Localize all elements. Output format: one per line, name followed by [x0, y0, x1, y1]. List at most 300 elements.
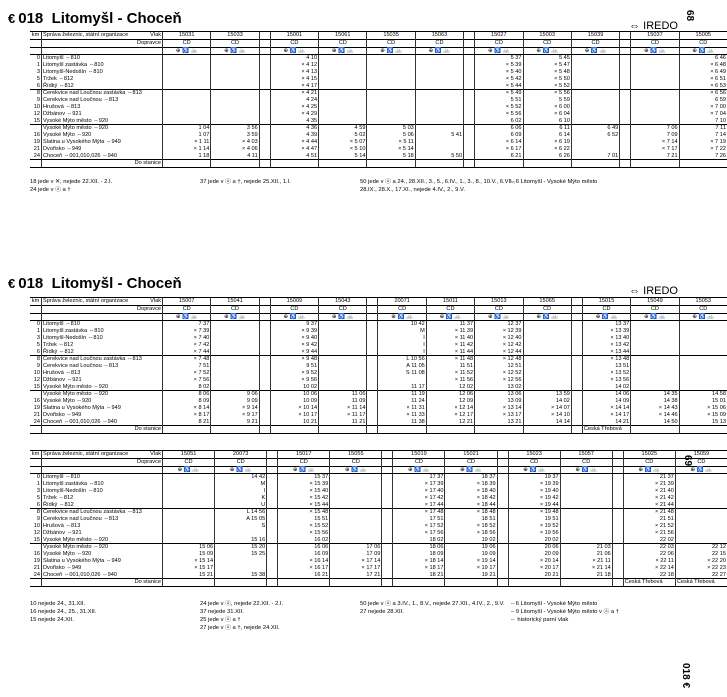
- time-cell: [560, 537, 612, 544]
- time-cell: × 5 56: [475, 111, 523, 118]
- time-cell: [259, 363, 270, 370]
- time-cell: I: [378, 349, 426, 356]
- time-cell: [612, 474, 623, 481]
- time-cell: [211, 97, 259, 104]
- time-cell: [464, 83, 475, 90]
- carrier: [464, 39, 475, 47]
- station-name: Vysoké Mýto město ⇔920: [42, 384, 163, 391]
- time-cell: [267, 481, 278, 488]
- time-cell: 15 16: [215, 537, 267, 544]
- carrier: ČD: [523, 39, 571, 47]
- time-cell: × 13 48: [582, 356, 630, 363]
- time-cell: 18 06: [393, 544, 445, 551]
- station-km: 19: [33, 557, 40, 564]
- service-icons: ⊕ ♿ 🚲: [330, 466, 382, 474]
- time-cell: 7 26: [679, 153, 727, 160]
- time-cell: [464, 132, 475, 139]
- dopravce-label: Dopravce: [42, 305, 163, 313]
- time-cell: [612, 558, 623, 565]
- time-cell: [631, 363, 679, 370]
- destination: [267, 579, 278, 587]
- carrier: ČD: [571, 39, 619, 47]
- time-cell: 5 37: [475, 55, 523, 62]
- time-cell: [560, 488, 612, 495]
- time-cell: [267, 488, 278, 495]
- time-cell: [211, 118, 259, 125]
- footnote: 27 nejede 28.XII.: [360, 609, 404, 615]
- footnote: 37 nejede 31.XII.: [200, 609, 244, 615]
- time-cell: S 11 08: [378, 370, 426, 377]
- time-cell: [367, 391, 378, 398]
- station-km: 6: [36, 348, 40, 355]
- time-cell: [560, 502, 612, 509]
- time-cell: 14 35: [631, 391, 679, 398]
- station-name: Vysoké Mýto město ⇔920: [42, 125, 163, 132]
- footnote: 18 jede v ✕, nejede 22.XII. - 2.I.: [30, 179, 113, 185]
- time-cell: × 6 49: [679, 69, 727, 76]
- carrier: ČD: [367, 39, 415, 47]
- time-cell: [367, 328, 378, 335]
- time-cell: × 14 43: [631, 405, 679, 412]
- time-cell: × 9 17: [211, 412, 259, 419]
- admin-label: Správa železnic, státní organizace: [43, 32, 129, 38]
- time-cell: 6 26: [523, 153, 571, 160]
- vlak-label: Vlak: [150, 32, 161, 38]
- time-cell: [382, 530, 393, 537]
- time-cell: M: [215, 481, 267, 488]
- service-icons: ⊕ ♿ 🚲: [631, 47, 679, 55]
- time-cell: [571, 412, 582, 419]
- destination: [445, 579, 497, 587]
- time-cell: × 17 42: [393, 495, 445, 502]
- time-cell: 6 10: [523, 118, 571, 125]
- time-cell: × 6 48: [679, 62, 727, 69]
- table-row: [30, 153, 727, 160]
- time-cell: [259, 412, 270, 419]
- train-number: 15061: [319, 32, 367, 40]
- time-cell: 12 51: [475, 363, 523, 370]
- time-cell: [330, 502, 382, 509]
- carrier: ČD: [378, 305, 426, 313]
- table-row: [30, 474, 727, 481]
- time-cell: 6 21: [475, 153, 523, 160]
- time-cell: × 9 14: [211, 405, 259, 412]
- time-cell: [319, 62, 367, 69]
- destination: [612, 579, 623, 587]
- time-cell: 12 09: [426, 398, 474, 405]
- time-cell: [367, 412, 378, 419]
- time-cell: × 17 17: [330, 565, 382, 572]
- table-row: [30, 516, 727, 523]
- route-mark-icon: €: [8, 11, 16, 26]
- time-cell: × 19 17: [445, 565, 497, 572]
- notes-column: [200, 178, 355, 186]
- station-km: 24: [33, 418, 40, 425]
- station-km: 0: [36, 55, 40, 62]
- time-cell: 11 17: [378, 384, 426, 391]
- time-cell: [523, 356, 571, 363]
- carrier: [382, 458, 393, 466]
- time-cell: × 18 42: [445, 495, 497, 502]
- table-row: [30, 363, 727, 370]
- time-cell: 7 01: [571, 153, 619, 160]
- time-cell: × 7 42: [163, 342, 211, 349]
- time-cell: [415, 62, 463, 69]
- service-icons: [464, 47, 475, 55]
- time-cell: [367, 370, 378, 377]
- time-cell: [211, 363, 259, 370]
- footnote: ⇔9 Litomyšl - Vysoké Mýto město v ⓐ a †: [510, 609, 619, 615]
- carrier: ČD: [426, 305, 474, 313]
- time-cell: [382, 558, 393, 565]
- train-number: 15065: [523, 298, 571, 306]
- time-cell: [464, 125, 475, 132]
- station-name: Řídký ⇔812: [42, 83, 163, 90]
- time-cell: 9 21: [211, 419, 259, 426]
- carrier: ČD: [270, 39, 318, 47]
- time-cell: [497, 572, 508, 579]
- time-cell: 16 02: [278, 537, 330, 544]
- carrier: [267, 458, 278, 466]
- time-cell: 9 06: [211, 391, 259, 398]
- carrier: [497, 458, 508, 466]
- time-cell: A 11 05: [378, 363, 426, 370]
- time-cell: [631, 384, 679, 391]
- destination: [426, 426, 474, 434]
- time-cell: [415, 55, 463, 62]
- time-cell: [319, 55, 367, 62]
- time-cell: × 16 14: [278, 558, 330, 565]
- time-cell: × 17 56: [393, 530, 445, 537]
- train-number: [382, 451, 393, 459]
- time-cell: [523, 328, 571, 335]
- time-cell: [163, 83, 211, 90]
- time-cell: [259, 153, 270, 160]
- carrier: ČD: [319, 39, 367, 47]
- blank-cell: [42, 466, 163, 474]
- time-cell: × 4 44: [270, 139, 318, 146]
- station-name: Džbánov ⇔921: [42, 530, 163, 537]
- time-cell: [415, 139, 463, 146]
- time-cell: [267, 572, 278, 579]
- time-cell: 5 14: [319, 153, 367, 160]
- time-cell: I: [378, 335, 426, 342]
- time-cell: [679, 363, 727, 370]
- time-cell: 20 06: [508, 544, 560, 551]
- train-number: [259, 298, 270, 306]
- station-km: 15: [33, 383, 40, 390]
- time-cell: [259, 419, 270, 426]
- time-cell: × 12 39: [475, 328, 523, 335]
- time-cell: × 18 39: [445, 481, 497, 488]
- time-cell: [560, 509, 612, 516]
- time-cell: 11 37: [426, 321, 474, 328]
- station-name: Vysoké Mýto město ⇔920: [42, 391, 163, 398]
- time-cell: × 7 22: [679, 146, 727, 153]
- carrier: ČD: [163, 39, 211, 47]
- time-cell: [497, 488, 508, 495]
- notes-column: [200, 600, 355, 632]
- time-cell: [267, 558, 278, 565]
- time-cell: [679, 328, 727, 335]
- time-cell: × 13 17: [475, 412, 523, 419]
- time-cell: [211, 111, 259, 118]
- time-cell: [163, 495, 215, 502]
- time-cell: [382, 474, 393, 481]
- time-cell: 5 41: [415, 132, 463, 139]
- station-name: Choceň ⇔001,010,026 ⇔940: [42, 419, 163, 426]
- station-km: 6: [36, 82, 40, 89]
- service-icons: [267, 466, 278, 474]
- time-cell: × 6 19: [523, 139, 571, 146]
- carrier: ČD: [278, 458, 330, 466]
- time-cell: × 11 40: [426, 335, 474, 342]
- time-cell: 10 02: [270, 384, 318, 391]
- time-cell: × 19 44: [508, 502, 560, 509]
- route-title: Litomyšl - Choceň: [51, 275, 182, 292]
- destination: [215, 579, 267, 587]
- time-cell: × 8 14: [163, 405, 211, 412]
- station-km: 15: [33, 536, 40, 543]
- time-cell: [259, 356, 270, 363]
- time-cell: [367, 76, 415, 83]
- time-cell: × 14 46: [631, 412, 679, 419]
- service-icons: ⊕ ♿ 🚲: [571, 47, 619, 55]
- time-cell: × 21 42: [623, 495, 675, 502]
- time-cell: 6 59: [679, 97, 727, 104]
- destination: [367, 160, 415, 168]
- time-cell: [415, 90, 463, 97]
- service-icons: ⊕ ♿ 🚲: [378, 313, 426, 321]
- time-cell: [571, 146, 619, 153]
- station-name: Litomyšl ⇔810: [42, 55, 163, 62]
- time-cell: [571, 391, 582, 398]
- time-cell: [631, 62, 679, 69]
- time-cell: × 15 48: [278, 509, 330, 516]
- time-cell: [211, 342, 259, 349]
- time-cell: [620, 146, 631, 153]
- carrier: [612, 458, 623, 466]
- time-cell: [415, 125, 463, 132]
- time-cell: × 4 06: [211, 146, 259, 153]
- train-number: 15005: [679, 32, 727, 40]
- station-km: 1: [36, 62, 40, 69]
- notes-1: [30, 178, 680, 218]
- time-cell: × 11 44: [426, 349, 474, 356]
- footnote: 24 jede v ⓐ, nejede 22.XII. - 2.I.: [200, 601, 284, 607]
- table-row: [30, 370, 727, 377]
- time-cell: [497, 502, 508, 509]
- station-name: Vysoké Mýto město ⇔920: [42, 544, 163, 551]
- time-cell: [497, 565, 508, 572]
- table-row: [30, 530, 727, 537]
- time-cell: × 20 17: [508, 565, 560, 572]
- time-cell: 17 09: [330, 551, 382, 558]
- train-number: 20073: [215, 451, 267, 459]
- station-km: 16: [33, 551, 40, 558]
- table-row: [30, 55, 727, 62]
- train-number: 15043: [319, 298, 367, 306]
- time-cell: × 9 56: [270, 377, 318, 384]
- time-cell: 14 02: [582, 384, 630, 391]
- time-cell: 5 59: [523, 97, 571, 104]
- time-cell: 6 02: [475, 118, 523, 125]
- station-name: Vysoké Mýto ⇔920: [42, 398, 163, 405]
- service-icons: [367, 313, 378, 321]
- carrier: ČD: [330, 458, 382, 466]
- train-number: 15021: [445, 451, 497, 459]
- destination: Česká Třebová: [675, 579, 727, 587]
- time-cell: [163, 481, 215, 488]
- time-cell: 13 02: [475, 384, 523, 391]
- blank-cell: [30, 313, 42, 321]
- time-cell: 4 39: [270, 132, 318, 139]
- destination: [270, 160, 318, 168]
- time-cell: [631, 328, 679, 335]
- time-cell: × 18 44: [445, 502, 497, 509]
- station-name: Hrušová ⇔813: [42, 370, 163, 377]
- time-cell: [259, 90, 270, 97]
- time-cell: [675, 516, 727, 523]
- destination: [163, 426, 211, 434]
- time-cell: × 5 48: [523, 69, 571, 76]
- carrier: ČD: [215, 458, 267, 466]
- time-cell: [267, 551, 278, 558]
- page-number-top: 68: [684, 9, 696, 22]
- time-cell: [259, 349, 270, 356]
- time-cell: × 9 44: [270, 349, 318, 356]
- blank-cell: [30, 305, 42, 313]
- station-km: 15: [33, 117, 40, 124]
- carrier: ČD: [445, 458, 497, 466]
- time-cell: 1 04: [163, 125, 211, 132]
- time-cell: × 4 12: [270, 62, 318, 69]
- time-cell: [571, 335, 582, 342]
- time-cell: 4 35: [270, 118, 318, 125]
- time-cell: 15 01: [679, 398, 727, 405]
- time-cell: 21 06: [560, 551, 612, 558]
- station-km: 3: [36, 68, 40, 75]
- time-cell: [679, 349, 727, 356]
- time-cell: [211, 335, 259, 342]
- time-cell: 7 51: [163, 363, 211, 370]
- time-cell: [211, 321, 259, 328]
- time-cell: 9 51: [270, 363, 318, 370]
- time-cell: [267, 565, 278, 572]
- time-cell: [675, 523, 727, 530]
- time-cell: 17 21: [330, 572, 382, 579]
- train-number: 15049: [631, 298, 679, 306]
- time-cell: 18 09: [393, 551, 445, 558]
- time-cell: 19 51: [508, 516, 560, 523]
- time-cell: [267, 530, 278, 537]
- time-cell: [497, 544, 508, 551]
- service-icons: ⊕ ♿ 🚲: [215, 466, 267, 474]
- time-cell: [464, 90, 475, 97]
- time-cell: [464, 97, 475, 104]
- destination: [270, 426, 318, 434]
- time-cell: [571, 76, 619, 83]
- service-icons: ⊕ ♿ 🚲: [679, 47, 727, 55]
- time-cell: × 15 17: [163, 565, 215, 572]
- time-cell: 13 21: [475, 419, 523, 426]
- time-cell: [571, 69, 619, 76]
- do-stanice-label: Do stanice: [42, 579, 163, 587]
- time-cell: [679, 342, 727, 349]
- time-cell: [163, 62, 211, 69]
- time-cell: [259, 146, 270, 153]
- train-number: 15027: [475, 32, 523, 40]
- time-cell: [675, 488, 727, 495]
- time-cell: [319, 118, 367, 125]
- station-km: 16: [33, 398, 40, 405]
- service-icons: [612, 466, 623, 474]
- time-cell: [620, 55, 631, 62]
- table-row: [30, 377, 727, 384]
- time-cell: [367, 118, 415, 125]
- time-cell: [211, 104, 259, 111]
- time-cell: 13 37: [582, 321, 630, 328]
- station-name: Cerekvice nad Loučnou zastávka ⇔813: [42, 509, 163, 516]
- time-cell: [330, 509, 382, 516]
- time-cell: × 13 56: [582, 377, 630, 384]
- train-number: 15009: [270, 298, 318, 306]
- time-cell: × 15 44: [278, 502, 330, 509]
- time-cell: [497, 495, 508, 502]
- time-cell: × 4 25: [270, 104, 318, 111]
- time-cell: [571, 419, 582, 426]
- train-number: 15031: [163, 32, 211, 40]
- carrier: ČD: [393, 458, 445, 466]
- time-cell: 22 12: [675, 544, 727, 551]
- time-cell: 10 06: [270, 391, 318, 398]
- blank-cell: [42, 47, 163, 55]
- station-km: 1: [36, 328, 40, 335]
- time-cell: 22 15: [675, 551, 727, 558]
- time-cell: × 12 40: [475, 335, 523, 342]
- time-cell: I: [215, 488, 267, 495]
- time-cell: 22 03: [623, 544, 675, 551]
- admin-label: Správa železnic, státní organizace: [43, 298, 129, 304]
- time-cell: 16 06: [278, 544, 330, 551]
- time-cell: [319, 104, 367, 111]
- time-cell: [367, 377, 378, 384]
- time-cell: [211, 90, 259, 97]
- time-cell: [620, 83, 631, 90]
- time-cell: [267, 474, 278, 481]
- time-cell: 7 10: [679, 118, 727, 125]
- time-cell: [631, 377, 679, 384]
- route-mark-icon: €: [8, 276, 16, 291]
- destination: [330, 579, 382, 587]
- station-km: [30, 125, 42, 132]
- time-cell: × 15 39: [278, 481, 330, 488]
- destination: [497, 579, 508, 587]
- time-cell: × 5 14: [367, 146, 415, 153]
- time-cell: [612, 509, 623, 516]
- time-cell: × 7 39: [163, 328, 211, 335]
- table-row: [30, 62, 727, 69]
- route-number: 018: [18, 10, 44, 27]
- service-icons: [620, 47, 631, 55]
- time-cell: × 7 52: [163, 370, 211, 377]
- time-cell: 3 56: [211, 125, 259, 132]
- time-cell: [612, 565, 623, 572]
- station-name: Cerekvice nad Loučnou zastávka ⇔813: [42, 90, 163, 97]
- time-cell: [367, 69, 415, 76]
- time-cell: [620, 132, 631, 139]
- time-cell: [163, 474, 215, 481]
